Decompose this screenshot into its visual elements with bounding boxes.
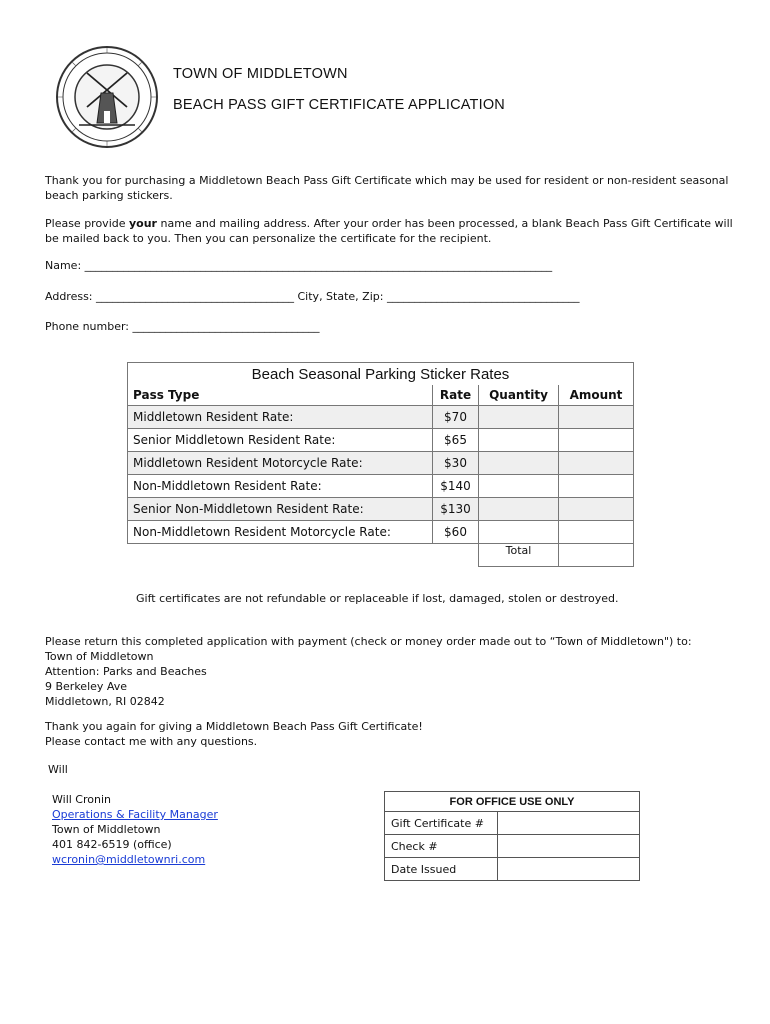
rate-cell: $60 xyxy=(433,521,479,544)
contact-org: Town of Middletown xyxy=(52,823,161,836)
quantity-input[interactable] xyxy=(479,429,559,452)
gift-certificate-label: Gift Certificate # xyxy=(385,812,498,835)
table-row xyxy=(128,521,634,544)
pass-type-cell: Senior Middletown Resident Rate: xyxy=(128,429,433,452)
return-instructions: Please return this completed application with payment (check or money order made out to “Town of Middletown") to: xyxy=(45,635,692,648)
header-amount: Amount xyxy=(559,385,634,406)
signoff: Will xyxy=(48,763,68,776)
amount-input[interactable] xyxy=(559,498,634,521)
date-issued-label: Date Issued xyxy=(385,858,498,881)
pass-type-cell: Middletown Resident Motorcycle Rate: xyxy=(128,452,433,475)
return-street: 9 Berkeley Ave xyxy=(45,680,128,693)
contact-request-line: Please contact me with any questions. xyxy=(45,735,258,748)
emphasis-your: your xyxy=(129,217,157,230)
rate-cell: $140 xyxy=(433,475,479,498)
amount-input[interactable] xyxy=(559,406,634,429)
pass-type-cell: Middletown Resident Rate: xyxy=(128,406,433,429)
quantity-input[interactable] xyxy=(479,475,559,498)
quantity-input[interactable] xyxy=(479,452,559,475)
address-field[interactable]: Address: ____________________________________ City, State, Zip: ___________________________________ xyxy=(45,290,580,303)
header-pass-type: Pass Type xyxy=(128,385,433,406)
instructions-paragraph: Please provide your name and mailing address. After your order has been processed, a blank Beach Pass Gift Certificate will be mailed back to you. Then you can personalize the certificate for the recipient. xyxy=(45,217,733,245)
contact-role-link[interactable]: Operations & Facility Manager xyxy=(52,808,218,821)
header-rate: Rate xyxy=(433,385,479,406)
date-issued-input[interactable] xyxy=(498,858,640,881)
rates-table-caption: Beach Seasonal Parking Sticker Rates xyxy=(128,363,634,386)
refund-policy-note: Gift certificates are not refundable or replaceable if lost, damaged, stolen or destroyed. xyxy=(136,592,619,605)
return-attention: Attention: Parks and Beaches xyxy=(45,665,207,678)
page-title: BEACH PASS GIFT CERTIFICATE APPLICATION xyxy=(173,97,505,113)
rate-cell: $65 xyxy=(433,429,479,452)
amount-input[interactable] xyxy=(559,452,634,475)
check-number-label: Check # xyxy=(385,835,498,858)
return-city: Middletown, RI 02842 xyxy=(45,695,165,708)
contact-phone: 401 842-6519 (office) xyxy=(52,838,172,851)
rate-cell: $30 xyxy=(433,452,479,475)
quantity-input[interactable] xyxy=(479,521,559,544)
pass-type-cell: Non-Middletown Resident Motorcycle Rate: xyxy=(128,521,433,544)
thanks-line: Thank you again for giving a Middletown Beach Pass Gift Certificate! xyxy=(45,720,423,733)
return-org: Town of Middletown xyxy=(45,650,154,663)
office-use-heading: FOR OFFICE USE ONLY xyxy=(385,792,640,812)
town-seal-logo xyxy=(55,45,160,150)
name-field[interactable]: Name: _____________________________________________________________________________________ xyxy=(45,259,553,272)
contact-name: Will Cronin xyxy=(52,793,111,806)
rate-cell: $130 xyxy=(433,498,479,521)
phone-field[interactable]: Phone number: __________________________________ xyxy=(45,320,320,333)
header-quantity: Quantity xyxy=(479,385,559,406)
contact-block xyxy=(52,792,218,867)
gift-certificate-input[interactable] xyxy=(498,812,640,835)
check-number-input[interactable] xyxy=(498,835,640,858)
total-amount-input[interactable] xyxy=(559,544,634,567)
total-label: Total xyxy=(479,544,559,567)
table-row xyxy=(128,498,634,521)
table-row xyxy=(128,406,634,429)
office-use-table xyxy=(384,791,640,881)
return-address-block xyxy=(45,634,692,709)
table-row xyxy=(128,429,634,452)
contact-email-link[interactable]: wcronin@middletownri.com xyxy=(52,853,206,866)
pass-type-cell: Non-Middletown Resident Rate: xyxy=(128,475,433,498)
amount-input[interactable] xyxy=(559,521,634,544)
town-name: TOWN OF MIDDLETOWN xyxy=(173,66,348,82)
quantity-input[interactable] xyxy=(479,406,559,429)
table-row xyxy=(128,475,634,498)
rates-table xyxy=(127,362,634,567)
amount-input[interactable] xyxy=(559,475,634,498)
table-row xyxy=(128,452,634,475)
intro-paragraph: Thank you for purchasing a Middletown Beach Pass Gift Certificate which may be used for resident or non-resident seasonal beach parking stickers. xyxy=(45,174,729,202)
rate-cell: $70 xyxy=(433,406,479,429)
amount-input[interactable] xyxy=(559,429,634,452)
quantity-input[interactable] xyxy=(479,498,559,521)
thanks-block xyxy=(45,719,423,749)
pass-type-cell: Senior Non-Middletown Resident Rate: xyxy=(128,498,433,521)
